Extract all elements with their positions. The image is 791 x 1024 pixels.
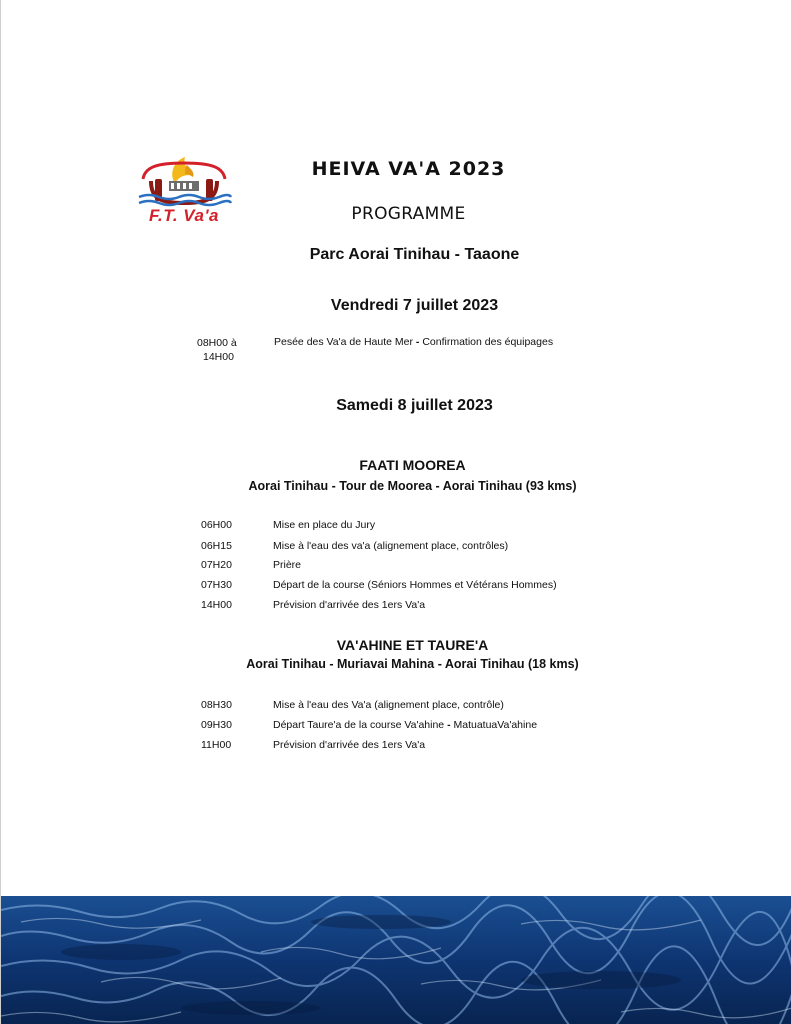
- logo-text: F.T. Va'a: [149, 206, 219, 225]
- schedule-desc-separator: -: [447, 719, 451, 731]
- schedule-desc-part: Pesée des Va'a de Haute Mer: [274, 336, 416, 348]
- schedule-time: 11H00: [201, 739, 232, 751]
- schedule-time-line1: 08H00 à: [197, 337, 237, 349]
- section-route: Aorai Tinihau - Muriavai Mahina - Aorai Tinihau (18 kms): [246, 657, 579, 671]
- schedule-time: 07H20: [201, 559, 232, 571]
- schedule-time-line2: 14H00: [203, 351, 234, 363]
- venue-heading: Parc Aorai Tinihau - Taaone: [309, 246, 520, 263]
- section-title: FAATI MOOREA: [359, 457, 466, 473]
- page-title: HEIVA VA'A 2023: [311, 158, 506, 180]
- schedule-desc-part: Confirmation des équipages: [419, 336, 554, 348]
- schedule-desc: [274, 336, 553, 348]
- section-title: VA'AHINE ET TAURE'A: [336, 637, 489, 653]
- schedule-desc: Mise à l'eau des va'a (alignement place, contrôles): [273, 540, 509, 552]
- page-subtitle: PROGRAMME: [351, 204, 466, 224]
- schedule-desc: Départ de la course (Séniors Hommes et Vétérans Hommes): [273, 579, 557, 591]
- schedule-desc: Prière: [273, 559, 302, 571]
- schedule-desc: Prévision d'arrivée des 1ers Va'a: [273, 739, 426, 751]
- section-route: Aorai Tinihau - Tour de Moorea - Aorai Tinihau (93 kms): [248, 479, 577, 493]
- day1-date-heading: Vendredi 7 juillet 2023: [330, 297, 499, 314]
- schedule-time: 09H30: [201, 719, 232, 731]
- schedule-time: 06H15: [201, 540, 232, 552]
- day2-date-heading: Samedi 8 juillet 2023: [336, 397, 493, 414]
- schedule-desc: Mise à l'eau des Va'a (alignement place, contrôle): [273, 699, 504, 711]
- schedule-desc-part: Départ Taure'a de la course Va'ahine: [273, 719, 448, 731]
- schedule-time: 06H00: [201, 519, 232, 531]
- schedule-desc-part: MatuatuaVa'ahine: [450, 719, 538, 731]
- schedule-time: 14H00: [201, 599, 232, 611]
- schedule-time: [197, 336, 257, 364]
- schedule-desc: Prévision d'arrivée des 1ers Va'a: [273, 599, 426, 611]
- schedule-desc: [273, 719, 537, 731]
- ocean-water-image: [1, 896, 791, 1024]
- schedule-desc-separator: -: [415, 336, 420, 348]
- schedule-time: 07H30: [201, 579, 232, 591]
- schedule-time: 08H30: [201, 699, 232, 711]
- schedule-desc: Mise en place du Jury: [273, 519, 376, 531]
